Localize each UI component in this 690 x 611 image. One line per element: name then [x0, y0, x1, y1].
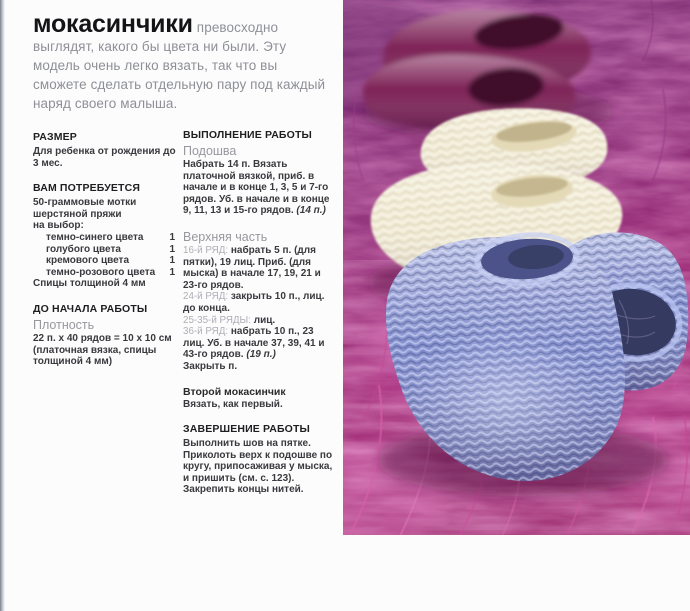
yarn-qty: 1	[169, 266, 175, 278]
yarn-qty: 1	[169, 243, 175, 255]
intro-paragraph	[33, 10, 333, 113]
gauge-heading: ДО НАЧАЛА РАБОТЫ	[33, 302, 148, 315]
finishing-heading: ЗАВЕРШЕНИЕ РАБОТЫ	[183, 423, 310, 436]
gauge-body: 22 п. х 40 рядов = 10 х 10 см (платочная вязка, спицы толщиной 4 мм)	[33, 332, 172, 368]
upper-subheading: Верхняя часть	[183, 229, 268, 244]
materials-line2: на выбор:	[33, 220, 84, 232]
header	[33, 10, 333, 113]
row-label: 24-й РЯД:	[183, 291, 229, 303]
upper-row: 25-35-й РЯДЫ: лиц.	[183, 314, 276, 326]
materials-heading: ВАМ ПОТРЕБУЕТСЯ	[33, 182, 141, 195]
yarn-list	[33, 232, 176, 278]
second-subheading: Второй мокасинчик	[183, 385, 286, 398]
upper-row: 36-й РЯД: набрать 10 п., 23 лиц. Уб. в начале 37, 39, 41 и 43-го рядов. (19 п.)	[183, 326, 325, 361]
yarn-item	[33, 232, 176, 244]
sole-instructions: Набрать 14 п. Вязать платочной вязкой, приб. в начале и в конце 1, 3, 5 и 7-го рядов. Уб. в начале и в конце 9, 11, 13 и 15-го рядов. (14 п.)	[183, 159, 330, 217]
upper-footer: Закрыть п.	[183, 360, 238, 372]
yarn-qty: 1	[169, 255, 175, 267]
size-body: Для ребенка от рождения до 3 мес.	[33, 146, 176, 169]
section-gauge	[33, 303, 176, 368]
upper-row: 16-й РЯД: набрать 5 п. (для пятки), 19 лиц. Приб. (для мыска) в начале 17, 19, 21 и 23-го рядов.	[183, 244, 321, 291]
booties-photo-illustration	[343, 0, 690, 535]
materials-line1: 50-граммовые мотки шерстяной пряжи	[33, 197, 137, 220]
section-upper	[183, 230, 336, 373]
section-size	[33, 131, 176, 169]
size-heading: РАЗМЕР	[33, 131, 77, 143]
middle-column	[183, 129, 336, 496]
sole-subheading: Подошва	[183, 144, 237, 158]
yarn-item	[33, 255, 176, 267]
left-column	[33, 131, 176, 368]
gauge-subheading: Плотность	[33, 317, 95, 332]
row-label: 16-й РЯД:	[183, 244, 229, 256]
section-second-moccasin	[183, 386, 336, 411]
work-heading: ВЫПОЛНЕНИЕ РАБОТЫ	[183, 129, 312, 141]
needles-note: Спицы толщиной 4 мм	[33, 278, 146, 290]
yarn-label: темно-синего цвета	[46, 231, 144, 243]
page-title: мокасинчики	[33, 10, 193, 38]
upper-stitch-count: (19 п.)	[246, 349, 276, 361]
upper-row: 24-й РЯД: закрыть 10 п., лиц. до конца.	[183, 291, 325, 314]
yarn-item	[33, 244, 176, 256]
section-work	[183, 129, 336, 217]
intro-text: превосходно выглядят, какого бы цвета ни были. Эту модель очень легко вязать, так что вы сможете сделать отдельную пару под каждый наряд своего малыша.	[33, 20, 326, 111]
row-label: 36-й РЯД:	[183, 326, 229, 338]
yarn-label: темно-розового цвета	[46, 266, 156, 278]
section-finishing	[183, 423, 336, 496]
yarn-qty: 1	[169, 231, 175, 243]
sole-stitch-count: (14 п.)	[296, 205, 326, 217]
yarn-label: кремового цвета	[46, 255, 130, 267]
row-label: 25-35-й РЯДЫ:	[183, 314, 251, 326]
yarn-label: голубого цвета	[46, 243, 121, 255]
scan-edge	[0, 0, 5, 611]
finishing-body: Выполнить шов на пятке. Приколоть верх к подошве по кругу, припосаживая у мыска, и пришить (см. с. 123). Закрепить концы нитей.	[183, 438, 333, 496]
photo-knitted-booties	[343, 0, 690, 535]
second-body: Вязать, как первый.	[183, 398, 283, 410]
yarn-item	[33, 267, 176, 279]
section-materials	[33, 182, 176, 290]
